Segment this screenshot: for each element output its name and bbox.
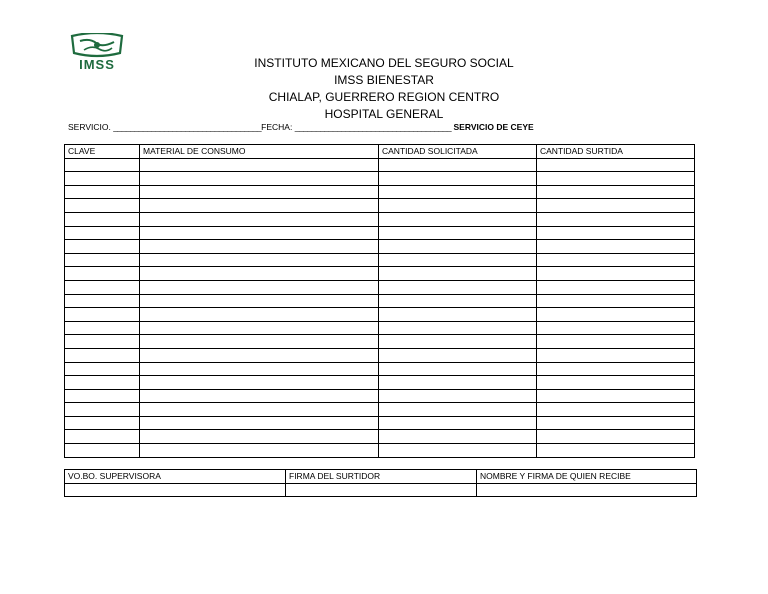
signature-header-surtidor: FIRMA DEL SURTIDOR	[286, 470, 477, 484]
signature-header-row	[65, 470, 697, 484]
cell-cantidad-surtida[interactable]	[537, 308, 695, 322]
cell-clave[interactable]	[65, 185, 140, 199]
cell-material[interactable]	[140, 335, 379, 349]
cell-cantidad-solicitada[interactable]	[379, 240, 537, 254]
document-header	[0, 55, 768, 123]
cell-material[interactable]	[140, 389, 379, 403]
cell-material[interactable]	[140, 403, 379, 417]
signature-cell-recibe[interactable]	[477, 483, 697, 497]
cell-cantidad-surtida[interactable]	[537, 362, 695, 376]
cell-material[interactable]	[140, 308, 379, 322]
cell-material[interactable]	[140, 212, 379, 226]
cell-cantidad-surtida[interactable]	[537, 389, 695, 403]
cell-clave[interactable]	[65, 280, 140, 294]
cell-cantidad-surtida[interactable]	[537, 416, 695, 430]
cell-cantidad-surtida[interactable]	[537, 158, 695, 172]
signature-table	[64, 469, 697, 497]
table-row	[65, 226, 695, 240]
hospital-line: HOSPITAL GENERAL	[324, 107, 444, 121]
servicio-field[interactable]: ___________________________________	[113, 122, 262, 132]
cell-cantidad-solicitada[interactable]	[379, 444, 537, 458]
cell-material[interactable]	[140, 321, 379, 335]
cell-material[interactable]	[140, 199, 379, 213]
table-row	[65, 294, 695, 308]
cell-clave[interactable]	[65, 253, 140, 267]
cell-clave[interactable]	[65, 335, 140, 349]
cell-clave[interactable]	[65, 430, 140, 444]
cell-clave[interactable]	[65, 376, 140, 390]
cell-clave[interactable]	[65, 226, 140, 240]
cell-cantidad-surtida[interactable]	[537, 226, 695, 240]
cell-cantidad-solicitada[interactable]	[379, 226, 537, 240]
column-header-clave: CLAVE	[65, 145, 140, 159]
cell-cantidad-solicitada[interactable]	[379, 253, 537, 267]
table-row	[65, 172, 695, 186]
cell-cantidad-solicitada[interactable]	[379, 172, 537, 186]
table-row	[65, 389, 695, 403]
cell-cantidad-surtida[interactable]	[537, 335, 695, 349]
table-row	[65, 308, 695, 322]
signature-header-recibe: NOMBRE Y FIRMA DE QUIEN RECIBE	[477, 470, 697, 484]
cell-material[interactable]	[140, 294, 379, 308]
column-header-material: MATERIAL DE CONSUMO	[140, 145, 379, 159]
cell-cantidad-solicitada[interactable]	[379, 403, 537, 417]
cell-cantidad-surtida[interactable]	[537, 240, 695, 254]
cell-cantidad-surtida[interactable]	[537, 403, 695, 417]
table-row	[65, 362, 695, 376]
table-row	[65, 185, 695, 199]
cell-cantidad-solicitada[interactable]	[379, 308, 537, 322]
signature-cell-supervisora[interactable]	[65, 483, 286, 497]
servicio-label: SERVICIO.	[68, 122, 111, 132]
cell-cantidad-solicitada[interactable]	[379, 376, 537, 390]
table-row	[65, 253, 695, 267]
form-fields-row	[68, 122, 534, 132]
cell-clave[interactable]	[65, 362, 140, 376]
supply-table	[64, 144, 695, 458]
ceye-label: SERVICIO DE CEYE	[453, 122, 534, 132]
supply-table-body	[65, 158, 695, 457]
cell-material[interactable]	[140, 267, 379, 281]
cell-cantidad-solicitada[interactable]	[379, 348, 537, 362]
institution-subtitle: IMSS BIENESTAR	[334, 73, 434, 87]
table-row	[65, 267, 695, 281]
cell-clave[interactable]	[65, 308, 140, 322]
cell-cantidad-surtida[interactable]	[537, 430, 695, 444]
cell-cantidad-surtida[interactable]	[537, 294, 695, 308]
cell-cantidad-solicitada[interactable]	[379, 185, 537, 199]
cell-clave[interactable]	[65, 321, 140, 335]
cell-material[interactable]	[140, 362, 379, 376]
cell-cantidad-solicitada[interactable]	[379, 430, 537, 444]
signature-row	[65, 483, 697, 497]
cell-clave[interactable]	[65, 416, 140, 430]
cell-material[interactable]	[140, 348, 379, 362]
cell-cantidad-surtida[interactable]	[537, 212, 695, 226]
table-row	[65, 430, 695, 444]
cell-cantidad-solicitada[interactable]	[379, 212, 537, 226]
cell-cantidad-surtida[interactable]	[537, 253, 695, 267]
table-row	[65, 444, 695, 458]
institution-title: INSTITUTO MEXICANO DEL SEGURO SOCIAL	[254, 56, 514, 70]
cell-cantidad-solicitada[interactable]	[379, 416, 537, 430]
table-row	[65, 212, 695, 226]
cell-cantidad-surtida[interactable]	[537, 321, 695, 335]
cell-cantidad-surtida[interactable]	[537, 444, 695, 458]
table-row	[65, 416, 695, 430]
cell-cantidad-solicitada[interactable]	[379, 199, 537, 213]
cell-clave[interactable]	[65, 348, 140, 362]
table-row	[65, 280, 695, 294]
signature-header-supervisora: VO.BO. SUPERVISORA	[65, 470, 286, 484]
cell-material[interactable]	[140, 280, 379, 294]
cell-cantidad-solicitada[interactable]	[379, 362, 537, 376]
cell-cantidad-surtida[interactable]	[537, 172, 695, 186]
logo-text: IMSS	[79, 57, 115, 71]
fecha-label: FECHA:	[261, 122, 293, 132]
table-row	[65, 376, 695, 390]
cell-material[interactable]	[140, 430, 379, 444]
cell-material[interactable]	[140, 253, 379, 267]
column-header-cantidad-solicitada: CANTIDAD SOLICITADA	[379, 145, 537, 159]
cell-cantidad-surtida[interactable]	[537, 348, 695, 362]
table-row	[65, 240, 695, 254]
table-row	[65, 348, 695, 362]
cell-clave[interactable]	[65, 240, 140, 254]
cell-clave[interactable]	[65, 389, 140, 403]
cell-cantidad-solicitada[interactable]	[379, 335, 537, 349]
fecha-field[interactable]: _____________________________________	[294, 122, 452, 132]
cell-cantidad-surtida[interactable]	[537, 185, 695, 199]
cell-material[interactable]	[140, 172, 379, 186]
column-header-cantidad-surtida: CANTIDAD SURTIDA	[537, 145, 695, 159]
cell-cantidad-solicitada[interactable]	[379, 321, 537, 335]
cell-material[interactable]	[140, 226, 379, 240]
cell-clave[interactable]	[65, 199, 140, 213]
cell-cantidad-solicitada[interactable]	[379, 389, 537, 403]
table-row	[65, 403, 695, 417]
cell-clave[interactable]	[65, 212, 140, 226]
cell-cantidad-solicitada[interactable]	[379, 294, 537, 308]
signature-cell-surtidor[interactable]	[286, 483, 477, 497]
cell-clave[interactable]	[65, 294, 140, 308]
cell-cantidad-surtida[interactable]	[537, 280, 695, 294]
cell-clave[interactable]	[65, 172, 140, 186]
table-row	[65, 335, 695, 349]
cell-material[interactable]	[140, 185, 379, 199]
cell-material[interactable]	[140, 240, 379, 254]
table-row	[65, 199, 695, 213]
cell-material[interactable]	[140, 376, 379, 390]
cell-cantidad-surtida[interactable]	[537, 267, 695, 281]
cell-clave[interactable]	[65, 267, 140, 281]
cell-cantidad-surtida[interactable]	[537, 199, 695, 213]
cell-clave[interactable]	[65, 158, 140, 172]
cell-material[interactable]	[140, 416, 379, 430]
table-row	[65, 158, 695, 172]
table-header-row	[65, 145, 695, 159]
cell-clave[interactable]	[65, 444, 140, 458]
cell-cantidad-solicitada[interactable]	[379, 280, 537, 294]
cell-cantidad-solicitada[interactable]	[379, 158, 537, 172]
cell-material[interactable]	[140, 444, 379, 458]
table-row	[65, 321, 695, 335]
location-line: CHIALAP, GUERRERO REGION CENTRO	[268, 90, 500, 104]
cell-cantidad-solicitada[interactable]	[379, 267, 537, 281]
cell-material[interactable]	[140, 158, 379, 172]
cell-clave[interactable]	[65, 403, 140, 417]
cell-cantidad-surtida[interactable]	[537, 376, 695, 390]
